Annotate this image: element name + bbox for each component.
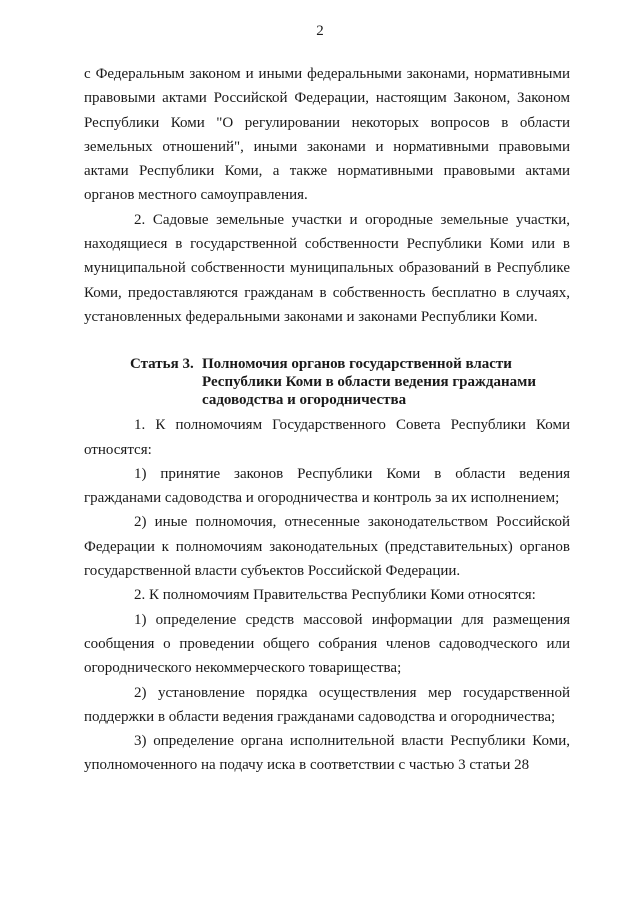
article-title-line-1: Полномочия органов государственной власти [202,356,512,373]
article-heading [84,355,570,409]
paragraph-subitem: 2) установление порядка осуществления мер государственной поддержки в области ведения гражданами садоводства и огородничества; [84,684,570,725]
paragraph-item-2: 2. Садовые земельные участки и огородные земельные участки, находящиеся в государственной собственности Республики Коми или в муниципальной собственности муниципальных образований в Республике Коми, предоставляются гражданам в собственность бесплатно в случаях, установленных федеральными законами и законами Республики Коми. [84,211,570,325]
paragraph-continuation: с Федеральным законом и иными федеральными законами, нормативными правовыми актами Российской Федерации, настоящим Законом, Законом Республики Коми "О регулировании некоторых вопросов в области земельных отношений", иными законами и нормативными правовыми актами Республики Коми, а также нормативными правовыми актами органов местного самоуправления. [84,66,570,204]
paragraph-subitem: 3) определение органа исполнительной власти Республики Коми, уполномоченного на подачу иска в соответствии с частью 3 статьи 28 [84,733,570,774]
document-body [84,62,570,778]
paragraph-subitem: 2) иные полномочия, отнесенные законодательством Российской Федерации к полномочиям законодательных (представительных) органов государственной власти субъектов Российской Федерации. [84,514,570,580]
paragraph-subitem: 1) принятие законов Республики Коми в области ведения гражданами садоводства и огородничества и контроль за их исполнением; [84,465,570,507]
article-title-line-3: садоводства и огородничества [202,392,407,409]
paragraph-government-powers: 2. К полномочиям Правительства Республики Коми относятся: [134,587,536,604]
paragraph-subitem: 1) определение средств массовой информации для размещения сообщения о проведении общего собрания членов садоводческого или огороднического некоммерческого товарищества; [84,611,570,677]
page-number: 2 [316,23,324,39]
article-title-line-2: Республики Коми в области ведения гражданами [202,374,536,391]
article-heading-line-1 [130,355,570,373]
article-label: Статья 3. [130,356,194,373]
paragraph-state-council-powers: 1. К полномочиям Государственного Совета Республики Коми относятся: [84,417,570,458]
